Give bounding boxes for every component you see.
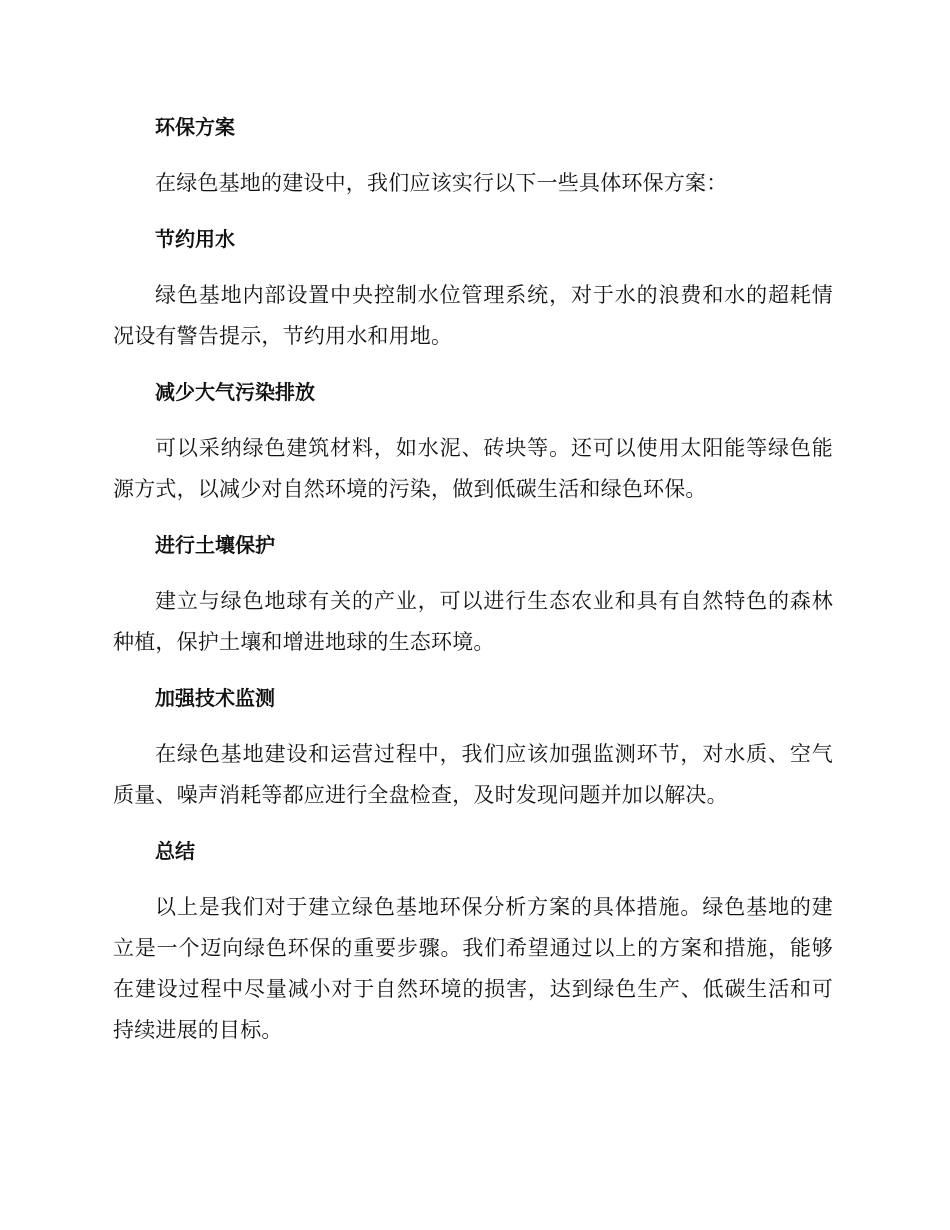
section-paragraph-water: 绿色基地内部设置中央控制水位管理系统，对于水的浪费和水的超耗情况设有警告提示，节约用水和用地。 <box>113 283 833 348</box>
section-paragraph-soil: 建立与绿色地球有关的产业，可以进行生态农业和具有自然特色的森林种植，保护土壤和增进地球的生态环境。 <box>113 589 833 654</box>
section-paragraph-monitoring: 在绿色基地建设和运营过程中，我们应该加强监测环节，对水质、空气质量、噪声消耗等都应进行全盘检查，及时发现问题并加以解决。 <box>113 742 833 807</box>
document-body <box>113 110 833 1051</box>
section-paragraph-air: 可以采纳绿色建筑材料，如水泥、砖块等。还可以使用太阳能等绿色能源方式，以减少对自然环境的污染，做到低碳生活和绿色环保。 <box>113 436 833 501</box>
section-heading-plan: 环保方案 <box>155 115 235 139</box>
section-heading-soil: 进行土壤保护 <box>155 533 275 557</box>
section-heading-air: 减少大气污染排放 <box>155 380 315 404</box>
section-heading-water: 节约用水 <box>155 227 235 251</box>
section-paragraph-plan: 在绿色基地的建设中，我们应该实行以下一些具体环保方案： <box>155 171 728 195</box>
section-paragraph-summary: 以上是我们对于建立绿色基地环保分析方案的具体措施。绿色基地的建立是一个迈向绿色环保的重要步骤。我们希望通过以上的方案和措施，能够在建设过程中尽量减小对于自然环境的损害，达到绿色生产、低碳生活和可持续进展的目标。 <box>113 895 833 1042</box>
section-heading-summary: 总结 <box>155 839 195 863</box>
section-heading-monitoring: 加强技术监测 <box>155 686 275 710</box>
